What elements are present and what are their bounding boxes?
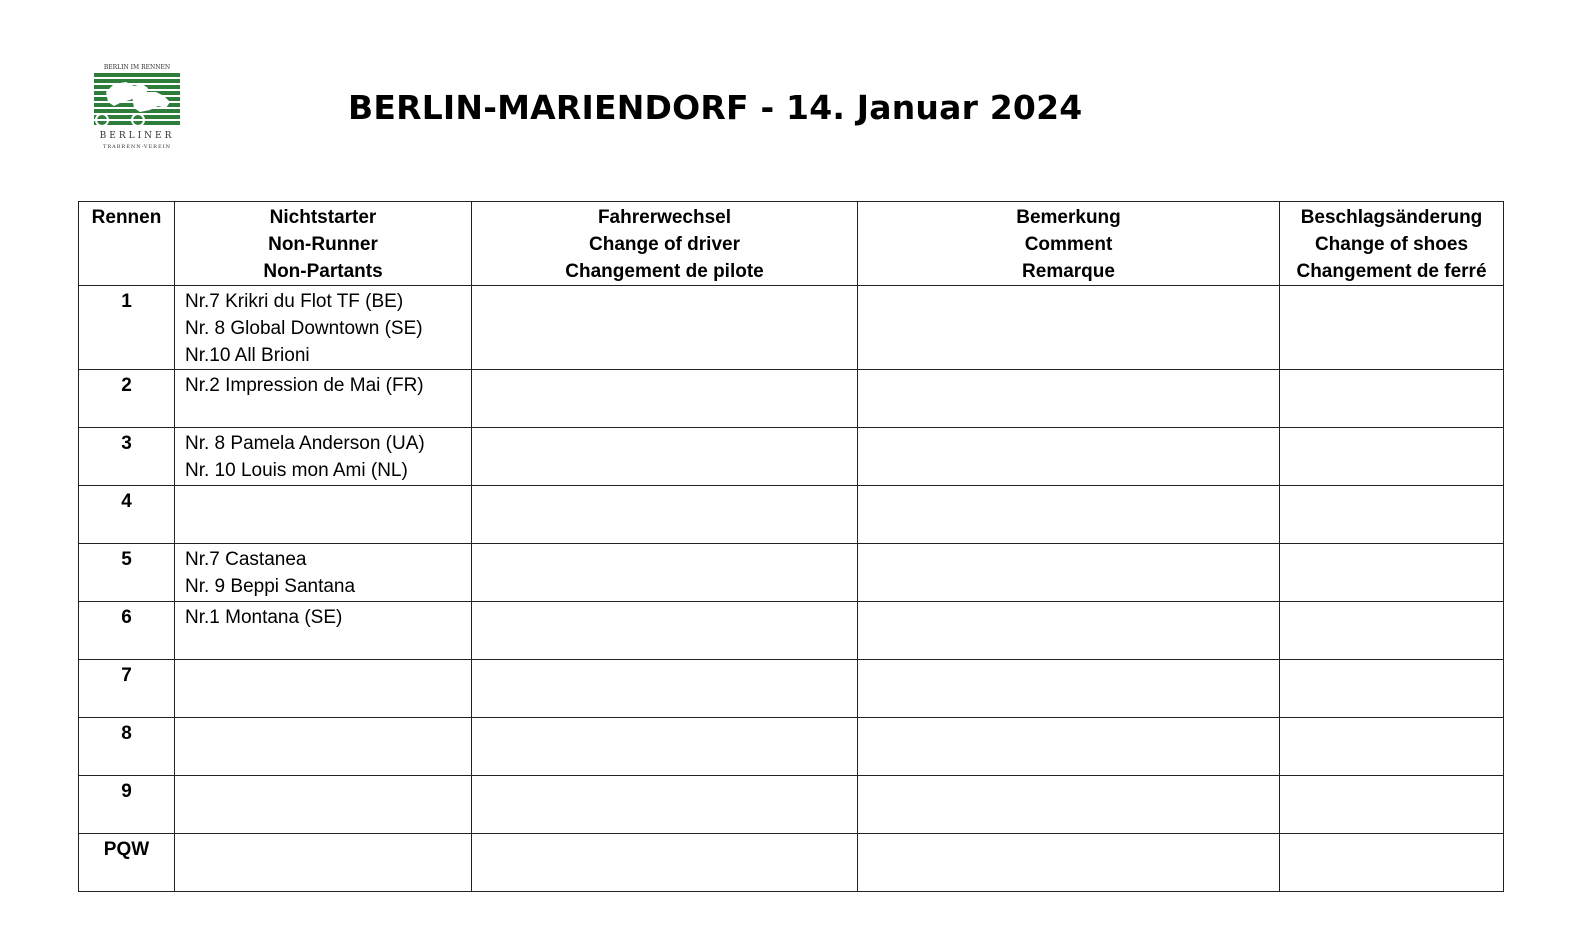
- non-starter-entry: Nr. 9 Beppi Santana: [185, 576, 356, 597]
- race-number: 2: [79, 370, 175, 428]
- comment-cell: [858, 286, 1280, 370]
- non-starter-cell: [175, 776, 472, 834]
- shoes-cell: [1280, 286, 1504, 370]
- logo-top-text: BERLIN IM RENNEN: [103, 64, 171, 71]
- non-starter-entry: Nr. 8 Global Downtown (SE): [185, 318, 423, 339]
- logo-bottom-text: BERLINER: [99, 131, 175, 141]
- driver-change-cell: [472, 286, 858, 370]
- comment-cell: [858, 602, 1280, 660]
- header-driver-change-en: Change of driver: [589, 234, 740, 255]
- race-number: 4: [79, 486, 175, 544]
- non-starter-entry: Nr. 8 Pamela Anderson (UA): [185, 433, 425, 454]
- race-number: 5: [79, 544, 175, 602]
- table-row: [79, 486, 1504, 544]
- table-row: [79, 544, 1504, 602]
- non-starter-cell: [175, 370, 472, 428]
- non-starter-entry: Nr. 10 Louis mon Ami (NL): [185, 460, 408, 481]
- driver-change-cell: [472, 776, 858, 834]
- table-row: [79, 776, 1504, 834]
- header-driver-change-de: Fahrerwechsel: [597, 207, 732, 228]
- header-shoes-en: Change of shoes: [1314, 234, 1469, 255]
- header-race: [79, 202, 175, 286]
- header-non-starter-fr: Non-Partants: [263, 261, 383, 282]
- non-starter-cell: [175, 718, 472, 776]
- comment-cell: [858, 370, 1280, 428]
- trotting-horse-logo-icon: [92, 62, 182, 152]
- non-starter-entry: Nr.7 Castanea: [185, 549, 307, 570]
- table-row: [79, 286, 1504, 370]
- race-number: 7: [79, 660, 175, 718]
- comment-cell: [858, 718, 1280, 776]
- table-row: [79, 602, 1504, 660]
- driver-change-cell: [472, 718, 858, 776]
- driver-change-cell: [472, 544, 858, 602]
- driver-change-cell: [472, 486, 858, 544]
- header-non-starter: [175, 202, 472, 286]
- driver-change-cell: [472, 660, 858, 718]
- table-header-row: [79, 202, 1504, 286]
- table-row: [79, 660, 1504, 718]
- shoes-cell: [1280, 718, 1504, 776]
- non-starter-cell: [175, 486, 472, 544]
- table-row: [79, 428, 1504, 486]
- shoes-cell: [1280, 602, 1504, 660]
- shoes-cell: [1280, 660, 1504, 718]
- comment-cell: [858, 486, 1280, 544]
- table-row: [79, 370, 1504, 428]
- non-starter-cell: [175, 544, 472, 602]
- race-number: 8: [79, 718, 175, 776]
- shoes-cell: [1280, 776, 1504, 834]
- club-logo: [92, 62, 182, 152]
- header-non-starter-en: Non-Runner: [268, 234, 378, 255]
- header-shoes-de: Beschlagsänderung: [1300, 207, 1483, 228]
- race-number: 1: [79, 286, 175, 370]
- race-number: PQW: [79, 834, 175, 892]
- driver-change-cell: [472, 602, 858, 660]
- logo-sub-text: TRABRENN-VEREIN: [103, 144, 171, 150]
- comment-cell: [858, 428, 1280, 486]
- header-comment-de: Bemerkung: [1016, 207, 1121, 228]
- header-comment-en: Comment: [1024, 234, 1113, 255]
- header-shoes-fr: Changement de ferré: [1296, 261, 1487, 282]
- table-row: [79, 834, 1504, 892]
- non-starter-cell: [175, 660, 472, 718]
- shoes-cell: [1280, 544, 1504, 602]
- comment-cell: [858, 660, 1280, 718]
- race-number: 6: [79, 602, 175, 660]
- driver-change-cell: [472, 834, 858, 892]
- non-starter-entry: Nr.2 Impression de Mai (FR): [185, 375, 424, 396]
- non-starter-cell: [175, 602, 472, 660]
- table-row: [79, 718, 1504, 776]
- non-starter-cell: [175, 834, 472, 892]
- driver-change-cell: [472, 370, 858, 428]
- shoes-cell: [1280, 486, 1504, 544]
- non-runner-table: [78, 201, 1504, 892]
- driver-change-cell: [472, 428, 858, 486]
- shoes-cell: [1280, 370, 1504, 428]
- race-number: 3: [79, 428, 175, 486]
- non-starter-cell: [175, 286, 472, 370]
- comment-cell: [858, 834, 1280, 892]
- non-starter-cell: [175, 428, 472, 486]
- page-title: BERLIN-MARIENDORF - 14. Januar 2024: [348, 88, 1083, 127]
- header-non-starter-de: Nichtstarter: [269, 207, 377, 228]
- shoes-cell: [1280, 834, 1504, 892]
- comment-cell: [858, 544, 1280, 602]
- non-starter-entry: Nr.10 All Brioni: [185, 345, 310, 366]
- non-starter-entry: Nr.7 Krikri du Flot TF (BE): [185, 291, 404, 312]
- shoes-cell: [1280, 428, 1504, 486]
- header-comment: [858, 202, 1280, 286]
- header-shoes: [1280, 202, 1504, 286]
- comment-cell: [858, 776, 1280, 834]
- race-number: 9: [79, 776, 175, 834]
- header-comment-fr: Remarque: [1022, 261, 1115, 282]
- header-race-label: Rennen: [91, 207, 162, 228]
- header-driver-change-fr: Changement de pilote: [565, 261, 764, 282]
- header-driver-change: [472, 202, 858, 286]
- non-starter-entry: Nr.1 Montana (SE): [185, 607, 343, 628]
